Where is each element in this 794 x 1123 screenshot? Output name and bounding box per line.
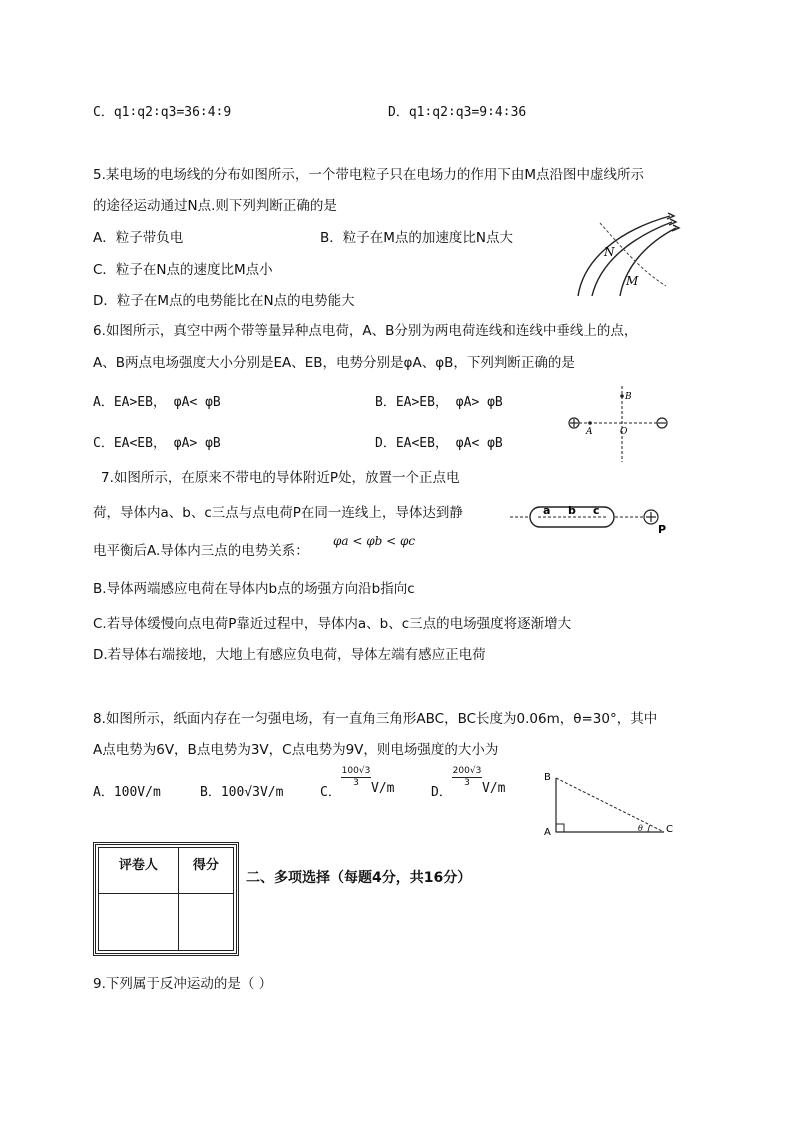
- q6-fig-label-o: O: [620, 427, 628, 437]
- q8-fig-label-c: C: [666, 824, 673, 835]
- q8-option-c-numerator: 100√3: [341, 766, 371, 776]
- q6-option-b: B．EA>EB， φA> φB: [375, 395, 503, 410]
- q8-fig-label-theta: θ: [638, 824, 643, 833]
- section-2-title: 二、多项选择（每题4分，共16分）: [246, 870, 472, 886]
- q5-field-line-figure: [570, 208, 680, 298]
- q6-charges-figure: [566, 386, 672, 462]
- q6-option-a: A．EA>EB， φA< φB: [93, 395, 221, 410]
- q7-fig-label-p: P: [658, 523, 667, 536]
- q8-option-d-numerator: 200√3: [452, 766, 482, 776]
- q5-fig-label-n: N: [604, 245, 615, 259]
- q6-fig-label-a: A: [586, 427, 593, 437]
- q8-option-d-label: D．: [431, 785, 452, 800]
- q5-stem-line1: 5.某电场的电场线的分布如图所示，一个带电粒子只在电场力的作用下由M点沿图中虚线所示: [93, 167, 645, 183]
- q8-option-d-unit: V/m: [482, 781, 506, 796]
- q8-stem-line2: A点电势为6V，B点电势为3V，C点电势为9V，则电场强度的大小为: [93, 742, 499, 758]
- q6-fig-label-b: B: [625, 392, 632, 402]
- q7-fig-label-b: b: [568, 504, 576, 517]
- q8-fig-label-b: B: [544, 772, 551, 783]
- q7-stem-line3: 电平衡后A.导体内三点的电势关系：: [93, 543, 309, 559]
- q7-option-d: D.若导体右端接地，大地上有感应负电荷，导体左端有感应正电荷: [93, 647, 486, 663]
- q7-option-c: C.若导体缓慢向点电荷P靠近过程中，导体内a、b、c三点的电场强度将逐渐增大: [93, 616, 572, 632]
- q8-option-c-fraction: [341, 766, 371, 789]
- q5-option-b: B．粒子在M点的加速度比N点大: [320, 230, 514, 246]
- q8-stem-line1: 8.如图所示，纸面内存在一匀强电场，有一直角三角形ABC，BC长度为0.06m，θ=30°，其中: [93, 711, 658, 727]
- score-table: [98, 847, 234, 951]
- score-cell-score[interactable]: [178, 894, 233, 951]
- q7-fig-label-c: c: [593, 504, 600, 517]
- q7-conductor-figure: [510, 497, 670, 537]
- q7-fig-label-a: a: [543, 504, 551, 517]
- q6-stem-line1: 6.如图所示，真空中两个带等量异种点电荷，A、B分别为两电荷连线和连线中垂线上的点，: [93, 323, 638, 339]
- q7-option-b: B.导体两端感应电荷在导体内b点的场强方向沿b指向c: [93, 581, 415, 597]
- q5-option-c: C．粒子在N点的速度比M点小: [93, 262, 273, 278]
- q7-stem-line1: 7.如图所示，在原来不带电的导体附近P处，放置一个正点电: [101, 470, 460, 486]
- q4-option-d: D．q1∶q2∶q3=9∶4∶36: [388, 105, 527, 120]
- q8-option-c-unit: V/m: [371, 781, 395, 796]
- q4-option-c: C．q1∶q2∶q3=36∶4∶9: [93, 105, 232, 120]
- q8-fig-label-a: A: [544, 827, 551, 838]
- q8-option-c-denominator: 3: [353, 778, 359, 788]
- q5-fig-label-m: M: [626, 274, 639, 288]
- q8-option-c-label: C．: [320, 785, 341, 800]
- score-header-score: 得分: [178, 848, 233, 894]
- q8-option-d-denominator: 3: [464, 778, 470, 788]
- q6-option-d: D．EA<EB， φA< φB: [375, 436, 503, 451]
- score-header-grader: 评卷人: [99, 848, 179, 894]
- score-box: [93, 842, 239, 956]
- q6-stem-line2: A、B两点电场强度大小分别是EA、EB，电势分别是φA、φB，下列判断正确的是: [93, 355, 575, 371]
- q5-option-d: D．粒子在M点的电势能比在N点的电势能大: [93, 293, 355, 309]
- q5-option-a: A．粒子带负电: [93, 230, 184, 246]
- q5-stem-line2: 的途径运动通过N点.则下列判断正确的是: [93, 198, 337, 214]
- q8-option-b: B．100√3V/m: [200, 785, 284, 800]
- q8-option-d-fraction: [452, 766, 482, 789]
- q8-triangle-figure: [540, 770, 676, 840]
- score-cell-grader[interactable]: [99, 894, 179, 951]
- q8-option-a: A．100V/m: [93, 785, 161, 800]
- q7-potential-relation: φa < φb < φc: [333, 534, 416, 548]
- q9-stem: 9.下列属于反冲运动的是（ ）: [93, 976, 273, 992]
- q6-option-c: C．EA<EB， φA> φB: [93, 436, 221, 451]
- q7-stem-line2: 荷，导体内a、b、c三点与点电荷P在同一连线上，导体达到静: [93, 505, 463, 521]
